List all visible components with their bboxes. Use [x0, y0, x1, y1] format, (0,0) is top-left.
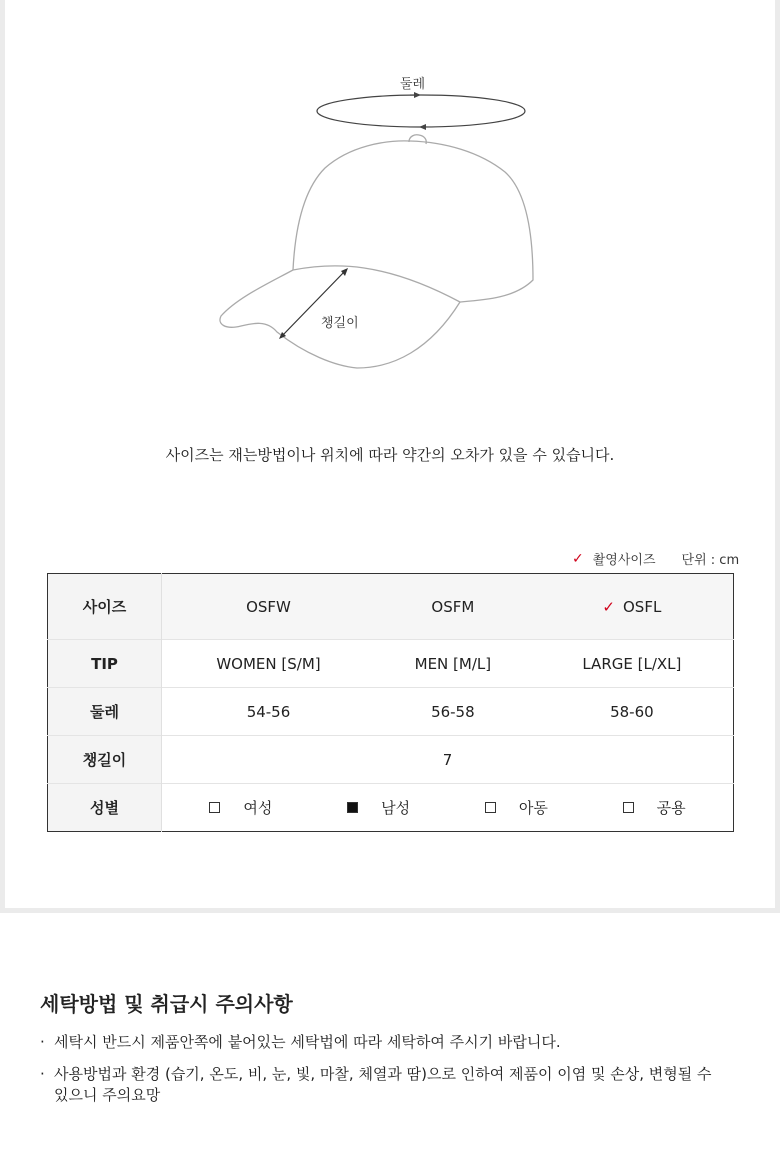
check-icon: ✓ [572, 550, 584, 567]
gender-option-label: 여성 [243, 799, 273, 817]
size-osfm: OSFM [431, 597, 475, 616]
size-osfw: OSFW [246, 597, 291, 616]
table-cell: 54-56 [162, 688, 375, 736]
circumference-ellipse [317, 95, 525, 127]
table-cell: 58-60 [531, 688, 734, 736]
cap-crown [293, 141, 533, 302]
gender-row-label: 성별 [48, 784, 162, 832]
circumference-label: 둘레 [400, 77, 426, 92]
table-cell: LARGE [L/XL] [531, 640, 734, 688]
circumference-row-label: 둘레 [48, 688, 162, 736]
care-item-text: 사용방법과 환경 (습기, 온도, 비, 눈, 빛, 마찰, 체열과 땀)으로 인하여 제품이 이염 및 손상, 변형될 수 있으니 주의요망 [54, 1065, 712, 1104]
care-title: 세탁방법 및 취급시 주의사항 [40, 992, 293, 1016]
size-osfl [531, 574, 734, 640]
cap-button [409, 135, 426, 144]
table-cell: 7 [162, 736, 734, 784]
table-row [48, 736, 734, 784]
size-disclaimer: 사이즈는 재는방법이나 위치에 따라 약간의 오차가 있을 수 있습니다. [165, 446, 615, 464]
size-table [47, 573, 734, 832]
gender-option-kids [485, 797, 548, 818]
brim-length-label: 챙길이 [321, 316, 359, 331]
table-row [48, 640, 734, 688]
circumference-arrow-bottom [419, 124, 426, 130]
list-item [40, 1032, 730, 1053]
cap-seam [293, 266, 460, 302]
table-cell: WOMEN [S/M] [162, 640, 375, 688]
table-cell: MEN [M/L] [375, 640, 531, 688]
table-legend [572, 549, 739, 568]
checkbox-icon [485, 802, 496, 813]
gender-option-label: 아동 [518, 799, 548, 817]
care-list [40, 1032, 730, 1117]
table-row [48, 688, 734, 736]
tip-row-label: TIP [48, 640, 162, 688]
checkbox-icon [209, 802, 220, 813]
gender-option-label: 공용 [656, 799, 686, 817]
gender-options [162, 797, 733, 818]
photo-size-legend: 촬영사이즈 [592, 553, 656, 568]
care-item-text: 세탁시 반드시 제품안쪽에 붙어있는 세탁법에 따라 세탁하여 주시기 바랍니다. [54, 1033, 561, 1051]
unit-label: 단위 : cm [681, 553, 740, 568]
gender-option-male [347, 797, 410, 818]
gender-option-label: 남성 [381, 799, 411, 817]
table-cell: 56-58 [375, 688, 531, 736]
size-osfl-label: OSFL [623, 597, 662, 616]
checkbox-icon [623, 802, 634, 813]
cap-illustration [5, 0, 775, 400]
bullet-icon: · [40, 1065, 45, 1083]
size-row-label: 사이즈 [48, 574, 162, 640]
cap-measurement-diagram [5, 0, 775, 400]
brim-row-label: 챙길이 [48, 736, 162, 784]
gender-row [48, 784, 734, 832]
checkbox-checked-icon [347, 802, 358, 813]
check-icon: ✓ [602, 597, 615, 616]
gender-option-unisex [623, 797, 686, 818]
list-item [40, 1064, 730, 1106]
bullet-icon: · [40, 1033, 45, 1051]
size-info-panel [5, 0, 775, 908]
size-header-row [48, 574, 734, 640]
gender-option-female [209, 797, 272, 818]
